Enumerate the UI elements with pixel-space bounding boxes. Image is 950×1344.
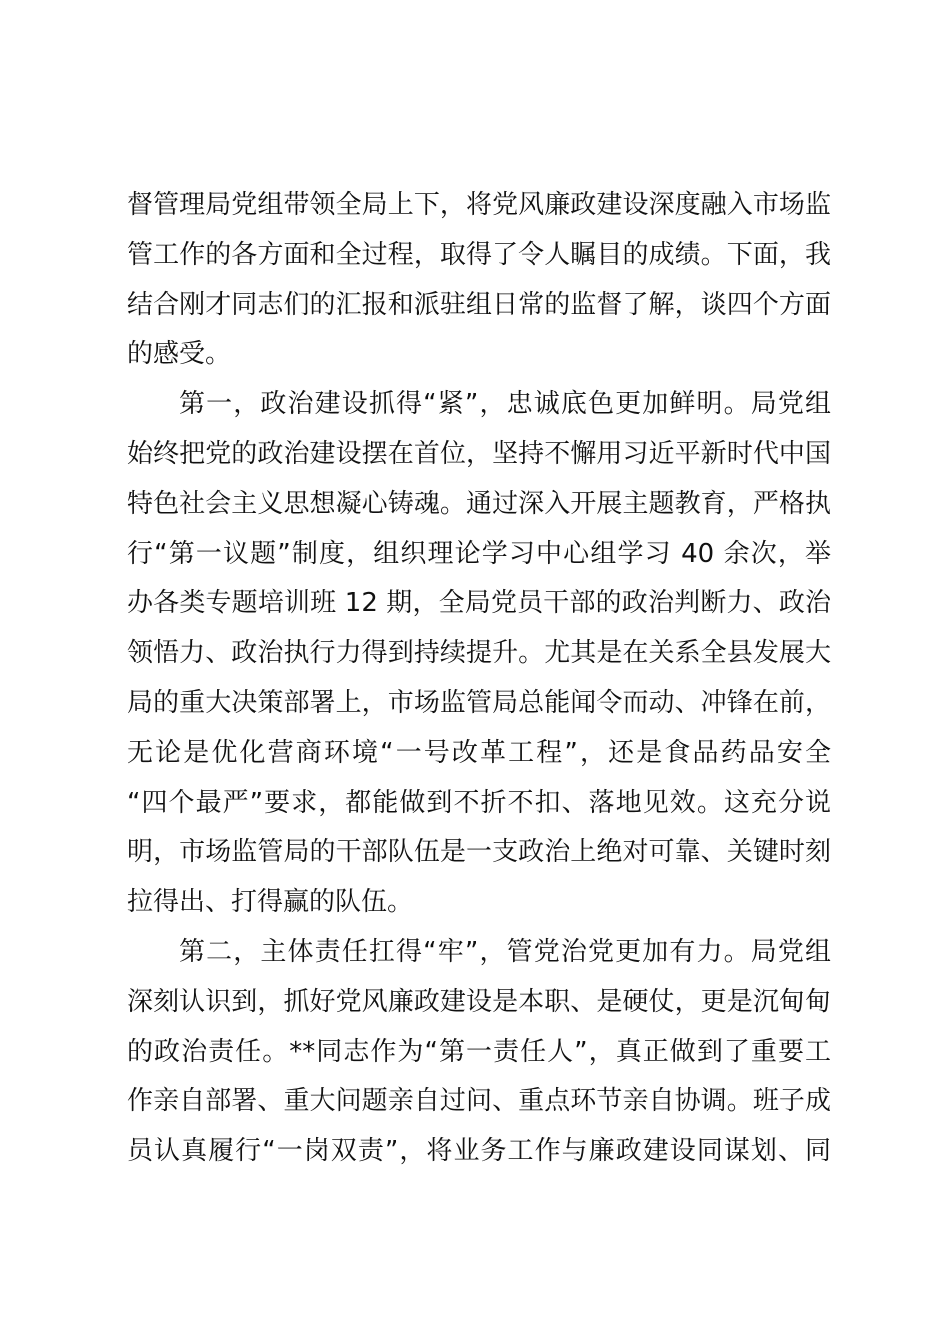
text-line: 深刻认识到，抓好党风廉政建设是本职、是硬仗，更是沉甸甸	[127, 986, 831, 1017]
text-line: 第二，主体责任扛得“牢”，管党治党更加有力。局党组	[179, 936, 831, 967]
paragraph	[127, 183, 831, 382]
text-line: 拉得出、打得赢的队伍。	[127, 887, 414, 918]
text-line: 第一，政治建设抓得“紧”，忠诚底色更加鲜明。局党组	[179, 389, 831, 420]
text-line: 管工作的各方面和全过程，取得了令人瞩目的成绩。下面，我	[127, 239, 831, 270]
text-line: 局的重大决策部署上，市场监管局总能闻令而动、冲锋在前，	[127, 687, 831, 718]
text-line: 作亲自部署、重大问题亲自过问、重点环节亲自协调。班子成	[127, 1086, 831, 1117]
paragraph	[127, 382, 831, 930]
text-line: 无论是优化营商环境“一号改革工程”，还是食品药品安全	[127, 737, 831, 768]
text-line: 员认真履行“一岗双责”，将业务工作与廉政建设同谋划、同	[127, 1136, 831, 1167]
text-line: 督管理局党组带领全局上下，将党风廉政建设深度融入市场监	[127, 190, 831, 220]
text-line: 的政治责任。**同志作为“第一责任人”，真正做到了重要工	[127, 1036, 831, 1067]
text-line: 始终把党的政治建设摆在首位，坚持不懈用习近平新时代中国	[127, 438, 831, 469]
text-line: 的感受。	[127, 339, 232, 370]
paragraph	[127, 930, 831, 1179]
document-body	[127, 183, 831, 1179]
text-line: 行“第一议题”制度，组织理论学习中心组学习 40 余次，举	[127, 538, 831, 569]
text-line: 结合刚才同志们的汇报和派驻组日常的监督了解，谈四个方面	[127, 289, 831, 320]
text-line: 特色社会主义思想凝心铸魂。通过深入开展主题教育，严格执	[127, 488, 831, 519]
text-line: 办各类专题培训班 12 期，全局党员干部的政治判断力、政治	[127, 588, 831, 619]
text-line: 明，市场监管局的干部队伍是一支政治上绝对可靠、关键时刻	[127, 837, 831, 868]
text-line: “四个最严”要求，都能做到不折不扣、落地见效。这充分说	[127, 787, 831, 818]
text-line: 领悟力、政治执行力得到持续提升。尤其是在关系全县发展大	[127, 638, 831, 669]
